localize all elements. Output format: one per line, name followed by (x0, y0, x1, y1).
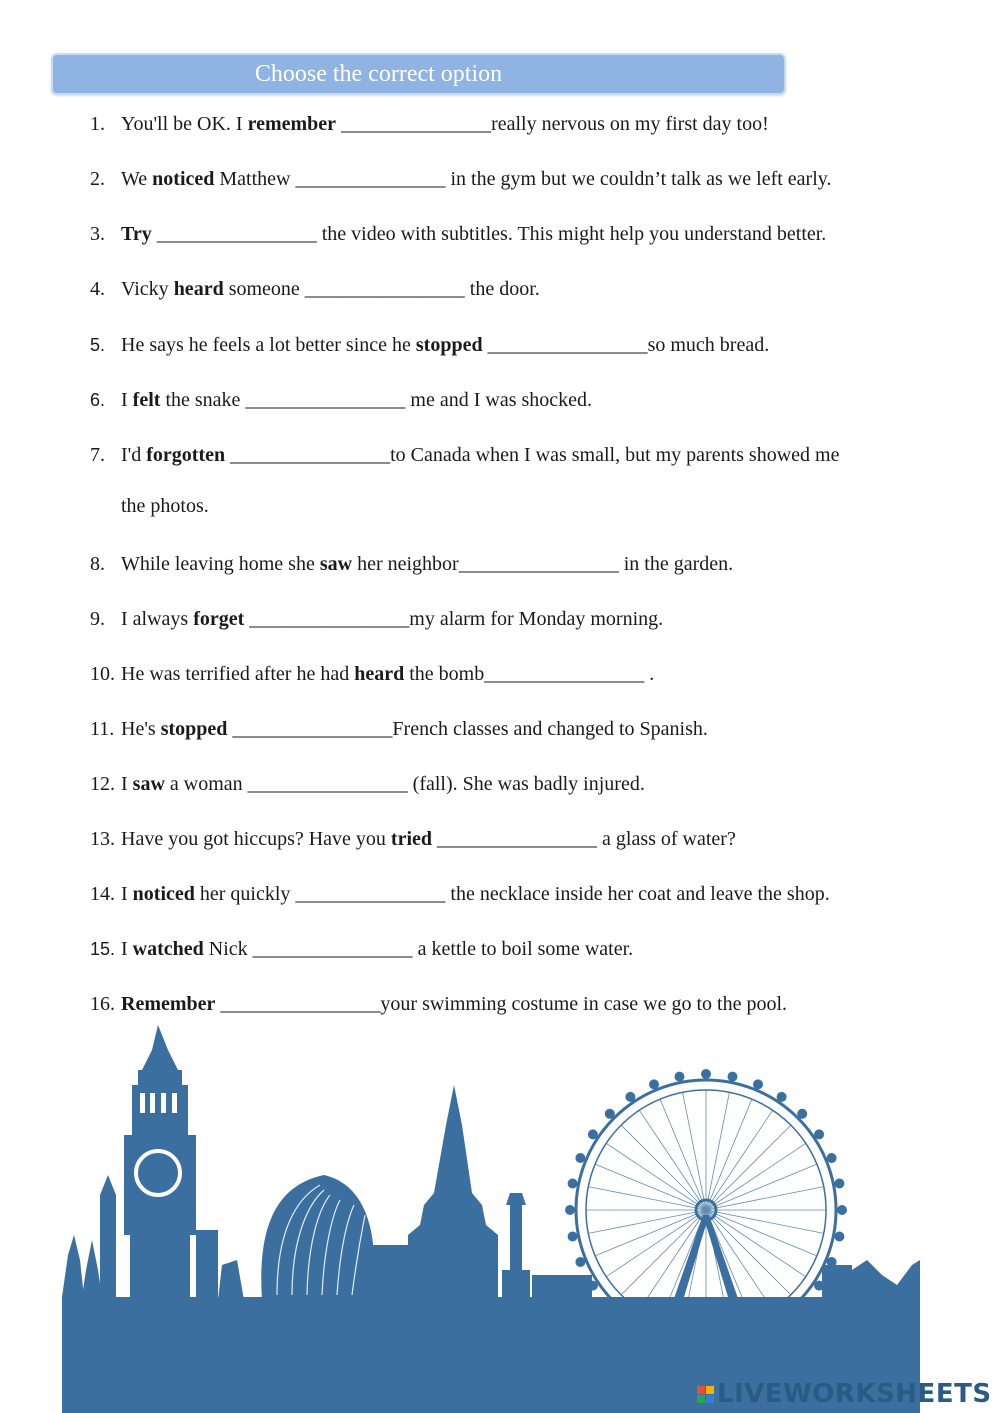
question-text-before: I (121, 938, 133, 960)
question-1 (90, 113, 980, 136)
question-text-middle: Matthew (214, 168, 296, 190)
question-number: 14. (90, 883, 115, 905)
eye-spoke (595, 1210, 706, 1256)
question-text-after: the video with subtitles. This might help you understand better. (316, 223, 827, 245)
question-number: 8. (90, 553, 105, 575)
eye-capsule (753, 1079, 763, 1089)
eye-spoke (621, 1125, 706, 1210)
answer-blank[interactable]: ________________ (156, 223, 317, 245)
question-number: 5. (90, 335, 106, 355)
question-text-before: Have you got hiccups? Have you (121, 828, 391, 850)
key-verb: noticed (132, 883, 195, 905)
question-text-after: me and I was shocked. (405, 389, 593, 411)
question-text-after: . (644, 663, 655, 685)
eye-capsule (834, 1232, 844, 1242)
answer-blank[interactable]: ________________ (437, 828, 598, 850)
answer-blank[interactable]: _______________ (295, 883, 446, 905)
answer-blank[interactable]: ________________ (245, 389, 406, 411)
question-10 (90, 663, 980, 686)
question-text-middle: her quickly (194, 883, 296, 905)
question-8 (90, 553, 980, 576)
eye-capsule (588, 1129, 598, 1139)
eye-capsule (568, 1232, 578, 1242)
question-text-after: (fall). She was badly injured. (407, 773, 645, 795)
question-13 (90, 828, 980, 851)
eye-capsule (701, 1069, 711, 1079)
key-verb: tried (390, 828, 433, 850)
eye-capsule (568, 1179, 578, 1189)
eye-capsule (827, 1257, 837, 1267)
key-verb: noticed (152, 168, 215, 190)
question-text-middle: someone (223, 278, 305, 300)
eye-spoke (595, 1164, 706, 1210)
question-text-after: in the garden. (618, 553, 734, 575)
question-text-before: I (121, 773, 133, 795)
question-number: 1. (90, 113, 105, 135)
answer-blank[interactable]: ________________ (484, 663, 645, 685)
question-text-before: He was terrified after he had (121, 663, 355, 685)
eye-spoke (706, 1210, 817, 1256)
question-text-before: We (121, 168, 153, 190)
eye-capsule (625, 1092, 635, 1102)
key-verb: Try (121, 223, 152, 245)
question-text-before: I (121, 883, 133, 905)
eye-capsule (565, 1205, 575, 1215)
question-text-before: I'd (121, 444, 147, 466)
answer-blank[interactable]: ________________ (247, 773, 408, 795)
eye-capsule (797, 1109, 807, 1119)
question-number: 4. (90, 278, 105, 300)
question-9 (90, 608, 980, 631)
question-text-after: your swimming costume in case we go to the pool. (380, 993, 788, 1015)
question-16 (90, 993, 980, 1016)
question-number: 3. (90, 223, 105, 245)
question-2 (90, 168, 980, 191)
question-11 (90, 718, 980, 741)
question-number: 13. (90, 828, 115, 850)
question-number: 12. (90, 773, 115, 795)
eye-capsule (675, 1072, 685, 1082)
question-text-after: to Canada when I was small, but my parents showed me (390, 444, 840, 466)
question-7 (90, 444, 980, 518)
question-text-after: really nervous on my first day too! (491, 113, 769, 135)
question-text-after: the necklace inside her coat and leave the shop. (445, 883, 830, 905)
question-12 (90, 773, 980, 796)
question-text-middle: her neighbor (352, 553, 459, 575)
key-verb: heard (354, 663, 405, 685)
question-text-after: so much bread. (647, 334, 770, 356)
key-verb: stopped (160, 718, 228, 740)
eye-capsule (797, 1301, 807, 1311)
question-6 (90, 389, 980, 412)
key-verb: remember (247, 113, 337, 135)
eye-capsule (575, 1153, 585, 1163)
key-verb: forget (193, 608, 245, 630)
question-text-middle: the snake (160, 389, 246, 411)
key-verb: heard (173, 278, 224, 300)
eye-capsule (814, 1281, 824, 1291)
answer-blank[interactable]: ________________ (220, 993, 381, 1015)
london-skyline-illustration (62, 1025, 920, 1413)
question-text-after: the door. (464, 278, 540, 300)
question-number: 9. (90, 608, 105, 630)
question-5 (90, 334, 980, 357)
question-text-after: a glass of water? (597, 828, 736, 850)
eye-spoke (706, 1164, 817, 1210)
eye-capsule (649, 1079, 659, 1089)
eye-spoke (706, 1099, 752, 1210)
eye-capsule (728, 1072, 738, 1082)
question-number: 11. (90, 718, 115, 740)
brand-name: LIVEWORKSHEETS (717, 1379, 992, 1409)
question-text-middle: a woman (164, 773, 248, 795)
question-text-after: in the gym but we couldn’t talk as we left early. (445, 168, 832, 190)
question-number: 10. (90, 663, 115, 685)
key-verb: stopped (415, 334, 483, 356)
question-14 (90, 883, 980, 906)
answer-blank[interactable]: _______________ (295, 168, 446, 190)
title-banner (51, 53, 786, 95)
eye-capsule (837, 1205, 847, 1215)
answer-blank[interactable]: _______________ (341, 113, 492, 135)
question-text-middle: Nick (203, 938, 253, 960)
key-verb: saw (319, 553, 353, 575)
question-text-before: I always (121, 608, 194, 630)
question-text-after: French classes and changed to Spanish. (392, 718, 708, 740)
answer-blank[interactable]: ________________ (487, 334, 648, 356)
question-number: 16. (90, 993, 115, 1015)
eye-capsule (588, 1281, 598, 1291)
logo-icon (697, 1386, 714, 1403)
liveworksheets-logo (697, 1378, 992, 1410)
question-text-before: He says he feels a lot better since he (121, 334, 416, 356)
worksheet-title: Choose the correct option (254, 60, 503, 87)
eye-capsule (575, 1257, 585, 1267)
question-text-before: He's (121, 718, 161, 740)
question-3 (90, 223, 980, 246)
eye-capsule (814, 1129, 824, 1139)
question-number: 7. (90, 444, 105, 466)
question-text-after: my alarm for Monday morning. (409, 608, 664, 630)
question-text-continued: the photos. (121, 495, 209, 517)
eye-capsule (777, 1092, 787, 1102)
eye-spoke (706, 1125, 791, 1210)
question-text-before: I (121, 389, 133, 411)
key-verb: watched (132, 938, 204, 960)
key-verb: felt (132, 389, 161, 411)
question-text-middle: the bomb (404, 663, 485, 685)
question-text-after: a kettle to boil some water. (412, 938, 634, 960)
answer-blank[interactable]: ________________ (232, 718, 393, 740)
key-verb: Remember (121, 993, 216, 1015)
answer-blank[interactable]: ________________ (458, 553, 619, 575)
eye-capsule (605, 1109, 615, 1119)
question-text-before: While leaving home she (121, 553, 320, 575)
answer-blank[interactable]: ________________ (249, 608, 410, 630)
key-verb: forgotten (146, 444, 226, 466)
answer-blank[interactable]: ________________ (304, 278, 465, 300)
answer-blank[interactable]: ________________ (252, 938, 413, 960)
question-text-before: You'll be OK. I (121, 113, 248, 135)
eye-spoke (660, 1099, 706, 1210)
eye-capsule (605, 1301, 615, 1311)
eye-capsule (834, 1179, 844, 1189)
answer-blank[interactable]: ________________ (230, 444, 391, 466)
question-number: 6. (90, 390, 106, 410)
key-verb: saw (132, 773, 165, 795)
question-4 (90, 278, 980, 301)
question-text-before: Vicky (121, 278, 174, 300)
question-number: 2. (90, 168, 105, 190)
question-15 (90, 938, 980, 961)
eye-capsule (827, 1153, 837, 1163)
question-number: 15. (90, 939, 116, 959)
